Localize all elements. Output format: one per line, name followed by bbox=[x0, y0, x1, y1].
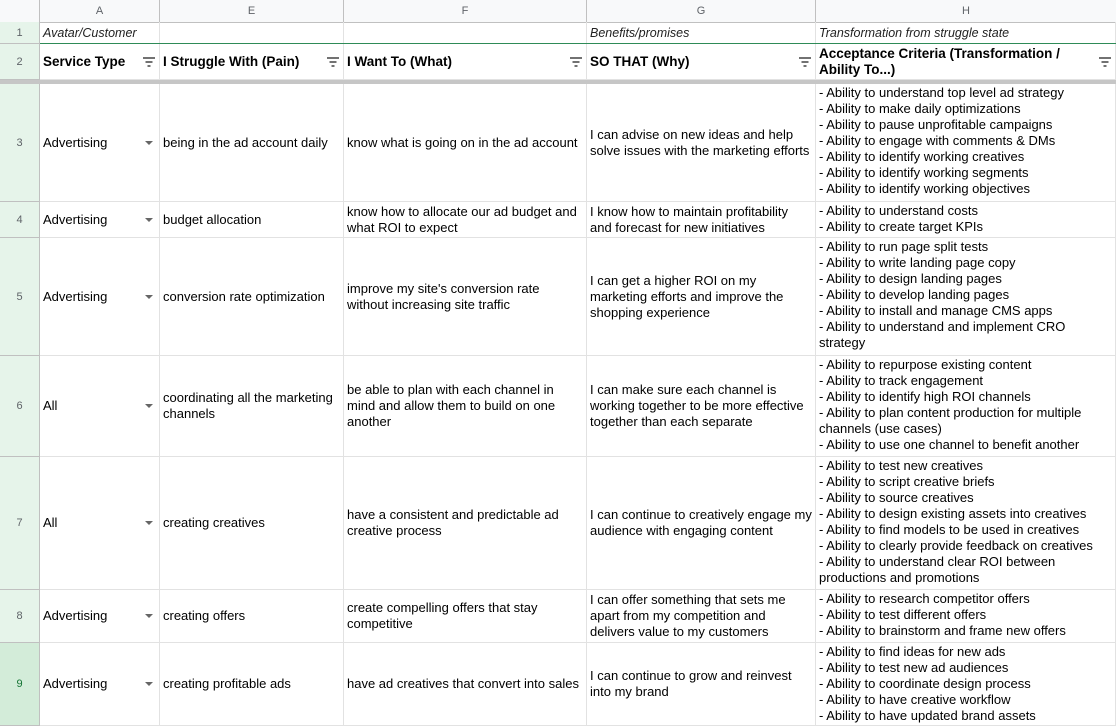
criteria-line: - Ability to write landing page copy bbox=[819, 255, 1016, 270]
cell-criteria[interactable] bbox=[816, 457, 1116, 590]
cell-why[interactable]: I can get a higher ROI on my marketing efforts and improve the shopping experience bbox=[587, 238, 816, 356]
criteria-line: - Ability to understand costs bbox=[819, 203, 978, 218]
cell-want[interactable]: have ad creatives that convert into sales bbox=[344, 643, 587, 726]
service-type-value: Advertising bbox=[43, 134, 108, 150]
cell-why[interactable]: I can continue to grow and reinvest into my brand bbox=[587, 643, 816, 726]
row-header-4[interactable]: 4 bbox=[0, 202, 40, 238]
cell-a1[interactable]: Avatar/Customer bbox=[40, 22, 160, 44]
criteria-line: - Ability to find ideas for new ads bbox=[819, 644, 1006, 659]
cell-service-type[interactable] bbox=[40, 238, 160, 356]
criteria-line: - Ability to have creative workflow bbox=[819, 692, 1011, 707]
criteria-line: - Ability to test different offers bbox=[819, 607, 987, 622]
header-pain[interactable] bbox=[160, 44, 344, 80]
cell-want[interactable]: know what is going on in the ad account bbox=[344, 84, 587, 202]
criteria-line: - Ability to test new ad audiences bbox=[819, 660, 1009, 675]
select-all-corner[interactable] bbox=[0, 0, 40, 22]
criteria-line: - Ability to use one channel to benefit another bbox=[819, 437, 1080, 452]
criteria-line: - Ability to make daily optimizations bbox=[819, 101, 1021, 116]
column-header-bar bbox=[0, 0, 1116, 23]
criteria-line: - Ability to script creative briefs bbox=[819, 474, 995, 489]
row-header-6[interactable]: 6 bbox=[0, 356, 40, 457]
column-header-g[interactable]: G bbox=[587, 0, 816, 22]
cell-service-type[interactable] bbox=[40, 457, 160, 590]
dropdown-arrow-icon[interactable] bbox=[145, 295, 153, 299]
cell-pain[interactable]: conversion rate optimization bbox=[160, 238, 344, 356]
row-header-7[interactable]: 7 bbox=[0, 457, 40, 590]
row-header-1[interactable]: 1 bbox=[0, 22, 40, 44]
criteria-line: - Ability to coordinate design process bbox=[819, 676, 1031, 691]
row-header-9[interactable]: 9 bbox=[0, 643, 40, 726]
cell-e1[interactable] bbox=[160, 22, 344, 44]
cell-g1[interactable]: Benefits/promises bbox=[587, 22, 816, 44]
cell-pain[interactable]: creating creatives bbox=[160, 457, 344, 590]
criteria-line: - Ability to brainstorm and frame new offers bbox=[819, 623, 1066, 638]
cell-why[interactable]: I can advise on new ideas and help solve issues with the marketing efforts bbox=[587, 84, 816, 202]
dropdown-arrow-icon[interactable] bbox=[145, 141, 153, 145]
criteria-line: - Ability to design landing pages bbox=[819, 271, 1002, 286]
criteria-line: - Ability to create target KPIs bbox=[819, 219, 984, 234]
criteria-line: - Ability to pause unprofitable campaigns bbox=[819, 117, 1053, 132]
criteria-line: productions and promotions bbox=[819, 570, 980, 585]
cell-service-type[interactable] bbox=[40, 643, 160, 726]
service-type-value: All bbox=[43, 515, 58, 530]
column-header-h[interactable]: H bbox=[962, 5, 970, 17]
cell-pain[interactable]: budget allocation bbox=[160, 202, 344, 238]
cell-want[interactable]: create compelling offers that stay competitive bbox=[344, 590, 587, 643]
header-criteria-label: Acceptance Criteria (Transformation / Ability To...) bbox=[819, 45, 1060, 77]
criteria-line: - Ability to clearly provide feedback on creatives bbox=[819, 538, 1093, 553]
header-criteria[interactable] bbox=[816, 44, 1116, 80]
criteria-line: - Ability to design existing assets into creatives bbox=[819, 506, 1087, 521]
cell-criteria[interactable] bbox=[816, 84, 1116, 202]
criteria-line: - Ability to identify working segments bbox=[819, 165, 1029, 180]
cell-service-type[interactable] bbox=[40, 356, 160, 457]
filter-icon[interactable] bbox=[569, 56, 583, 68]
criteria-line: - Ability to identify high ROI channels bbox=[819, 389, 1031, 404]
criteria-line: - Ability to repurpose existing content bbox=[819, 357, 1032, 372]
cell-criteria[interactable] bbox=[816, 643, 1116, 726]
cell-why[interactable]: I can make sure each channel is working together to be more effective together than each separate bbox=[587, 356, 816, 457]
service-type-value: Advertising bbox=[43, 211, 108, 227]
cell-want[interactable]: have a consistent and predictable ad creative process bbox=[344, 457, 587, 590]
cell-want[interactable]: be able to plan with each channel in mind and allow them to build on one another bbox=[344, 356, 587, 457]
row-header-8[interactable]: 8 bbox=[0, 590, 40, 643]
cell-criteria[interactable] bbox=[816, 238, 1116, 356]
criteria-line: - Ability to identify working creatives bbox=[819, 149, 1025, 164]
column-header-f[interactable]: F bbox=[344, 0, 587, 22]
header-why[interactable] bbox=[587, 44, 816, 80]
dropdown-arrow-icon[interactable] bbox=[145, 404, 153, 408]
criteria-line: - Ability to source creatives bbox=[819, 490, 974, 505]
criteria-line: - Ability to understand top level ad strategy bbox=[819, 85, 1064, 100]
dropdown-arrow-icon[interactable] bbox=[145, 614, 153, 618]
criteria-line: - Ability to research competitor offers bbox=[819, 591, 1030, 606]
row-header-5[interactable]: 5 bbox=[0, 238, 40, 356]
header-want[interactable] bbox=[344, 44, 587, 80]
service-type-value: Advertising bbox=[43, 676, 108, 691]
row-header-2[interactable]: 2 bbox=[0, 44, 40, 80]
criteria-line: - Ability to plan content production for multiple bbox=[819, 405, 1082, 420]
filter-icon[interactable] bbox=[1098, 56, 1112, 68]
dropdown-arrow-icon[interactable] bbox=[145, 682, 153, 686]
cell-h1[interactable]: Transformation from struggle state bbox=[816, 22, 1116, 44]
criteria-line: - Ability to develop landing pages bbox=[819, 287, 1010, 302]
filter-icon[interactable] bbox=[142, 56, 156, 68]
criteria-line: - Ability to engage with comments & DMs bbox=[819, 133, 1056, 148]
header-service-type-label: Service Type bbox=[43, 53, 126, 69]
dropdown-arrow-icon[interactable] bbox=[145, 521, 153, 525]
cell-service-type[interactable] bbox=[40, 202, 160, 238]
header-pain-label: I Struggle With (Pain) bbox=[163, 53, 300, 69]
header-underline bbox=[40, 43, 1116, 44]
criteria-line: - Ability to test new creatives bbox=[819, 458, 984, 473]
header-service-type[interactable] bbox=[40, 44, 160, 80]
cell-criteria[interactable] bbox=[816, 202, 1116, 238]
header-want-label: I Want To (What) bbox=[347, 53, 452, 69]
row-header-3[interactable]: 3 bbox=[0, 84, 40, 202]
column-header-a[interactable]: A bbox=[40, 0, 160, 22]
dropdown-arrow-icon[interactable] bbox=[145, 218, 153, 222]
cell-pain[interactable]: creating offers bbox=[160, 590, 344, 643]
cell-criteria[interactable] bbox=[816, 590, 1116, 643]
column-header-e[interactable]: E bbox=[160, 0, 344, 22]
cell-criteria[interactable] bbox=[816, 356, 1116, 457]
cell-why[interactable]: I know how to maintain profitability and forecast for new initiatives bbox=[587, 202, 816, 238]
criteria-line: - Ability to run page split tests bbox=[819, 239, 989, 254]
cell-service-type[interactable] bbox=[40, 590, 160, 643]
criteria-line: strategy bbox=[819, 335, 866, 350]
criteria-line: channels (use cases) bbox=[819, 421, 942, 436]
criteria-line: - Ability to have updated brand assets bbox=[819, 708, 1036, 723]
header-why-label: SO THAT (Why) bbox=[590, 53, 690, 69]
cell-pain[interactable]: coordinating all the marketing channels bbox=[160, 356, 344, 457]
cell-want[interactable]: know how to allocate our ad budget and what ROI to expect bbox=[344, 202, 587, 238]
criteria-line: - Ability to track engagement bbox=[819, 373, 984, 388]
criteria-line: - Ability to identify working objectives bbox=[819, 181, 1030, 196]
criteria-line: - Ability to understand clear ROI between bbox=[819, 554, 1056, 569]
criteria-line: - Ability to understand and implement CRO bbox=[819, 319, 1066, 334]
filter-icon[interactable] bbox=[326, 56, 340, 68]
cell-want[interactable]: improve my site's conversion rate without increasing site traffic bbox=[344, 238, 587, 356]
service-type-value: Advertising bbox=[43, 608, 108, 623]
cell-why[interactable]: I can continue to creatively engage my audience with engaging content bbox=[587, 457, 816, 590]
filter-icon[interactable] bbox=[798, 56, 812, 68]
service-type-value: All bbox=[43, 398, 58, 413]
criteria-line: - Ability to find models to be used in creatives bbox=[819, 522, 1080, 537]
cell-pain[interactable]: being in the ad account daily bbox=[160, 84, 344, 202]
cell-service-type[interactable] bbox=[40, 84, 160, 202]
cell-f1[interactable] bbox=[344, 22, 587, 44]
cell-why[interactable]: I can offer something that sets me apart from my competition and delivers value to my customers bbox=[587, 590, 816, 643]
criteria-line: - Ability to install and manage CMS apps bbox=[819, 303, 1053, 318]
cell-pain[interactable]: creating profitable ads bbox=[160, 643, 344, 726]
service-type-value: Advertising bbox=[43, 288, 108, 304]
